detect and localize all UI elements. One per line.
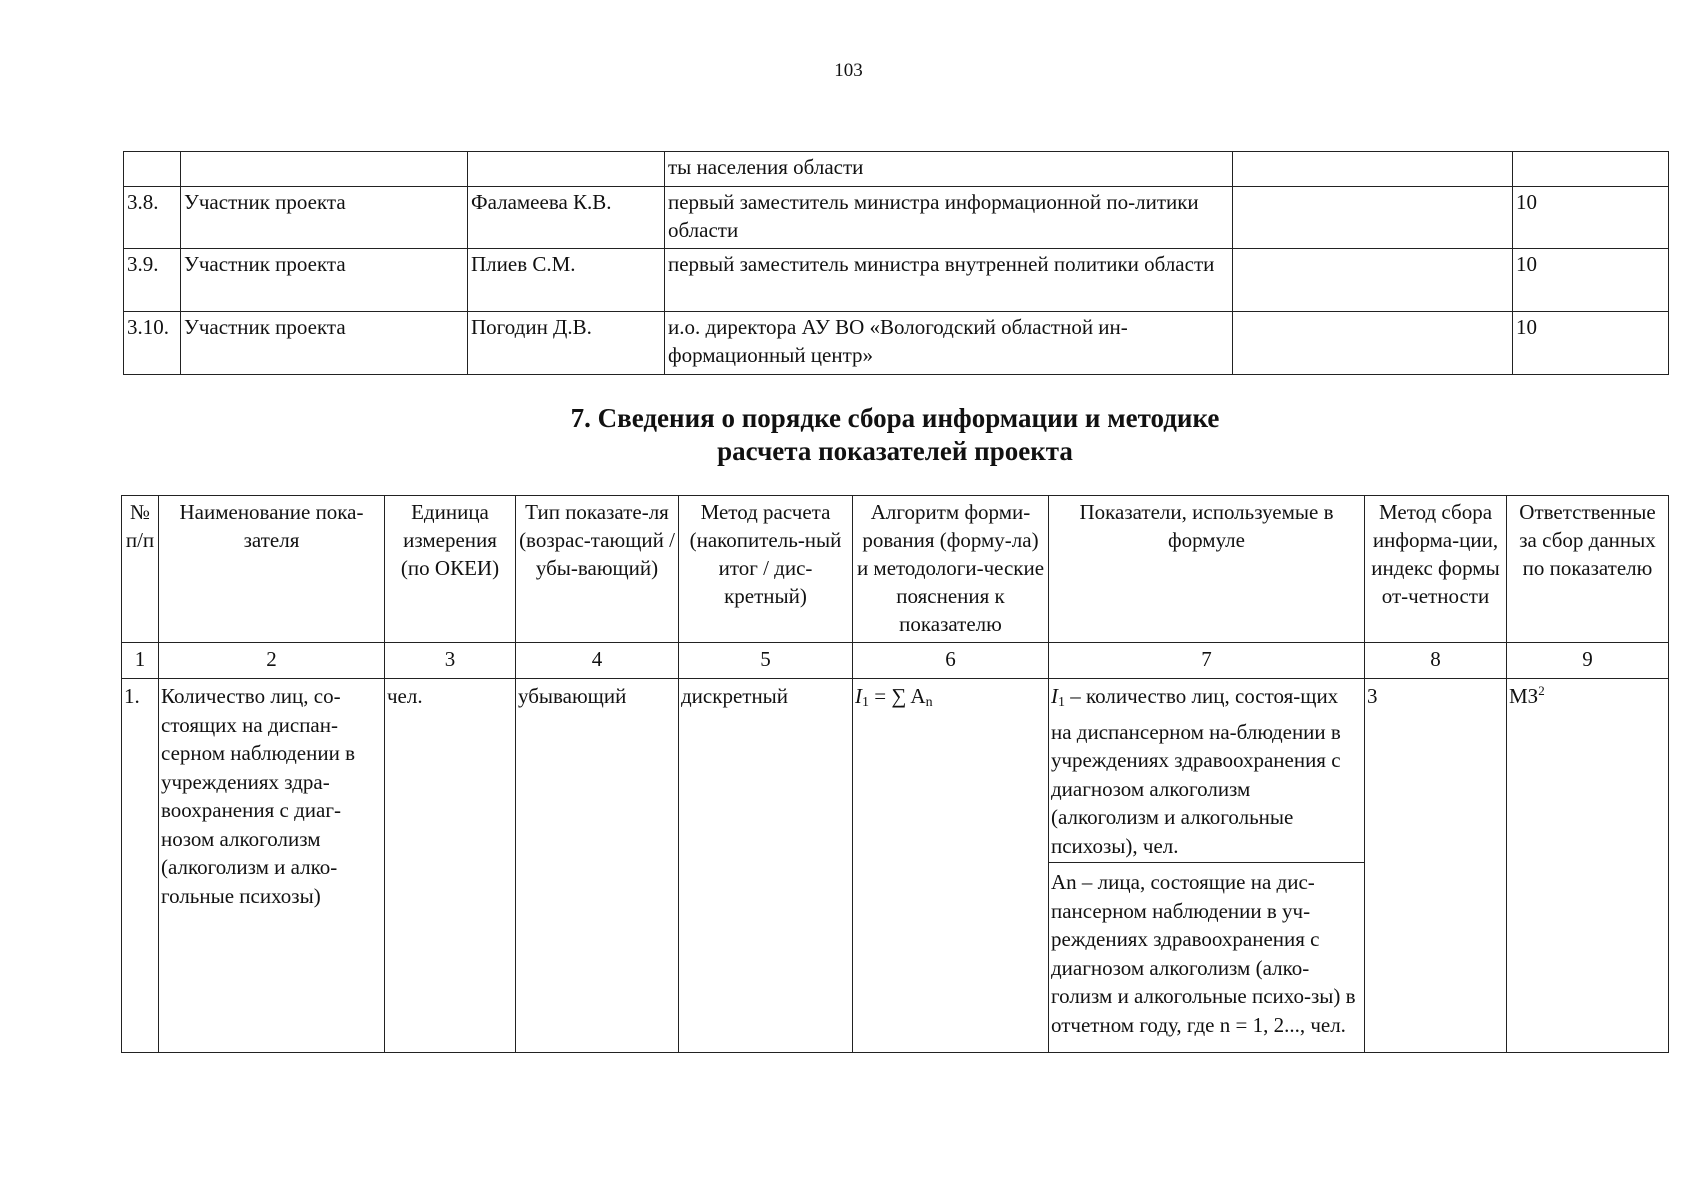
member-position: ты населения области [665, 152, 1233, 187]
members-row [124, 187, 1669, 249]
member-extra [1233, 187, 1513, 249]
header-algorithm: Алгоритм форми-рования (форму-ла) и методологи-ческие пояснения к показателю [853, 496, 1049, 643]
member-num: 3.8. [124, 187, 181, 249]
project-members-table [123, 151, 1669, 375]
section-title-line1: 7. Сведения о порядке сбора информации и методике [570, 403, 1220, 433]
section-title [0, 402, 1697, 468]
members-row [124, 249, 1669, 312]
member-role: Участник проекта [181, 187, 468, 249]
member-share: 10 [1513, 249, 1669, 312]
indicators-table [121, 495, 1669, 1053]
indicators-header-row [122, 496, 1669, 643]
indicator-unit: чел. [385, 679, 516, 1053]
column-number: 5 [679, 643, 853, 679]
header-type: Тип показате-ля (возрас-тающий / убы-вающий) [516, 496, 679, 643]
members-row-continuation [124, 152, 1669, 187]
member-name: Фаламеева К.В. [468, 187, 665, 249]
header-responsible: Ответственные за сбор данных по показателю [1507, 496, 1669, 643]
member-position: первый заместитель министра внутренней политики области [665, 249, 1233, 312]
formula-rhs-sub: n [925, 695, 933, 710]
responsible-footnote: 2 [1538, 683, 1545, 698]
member-name [468, 152, 665, 187]
members-row [124, 312, 1669, 375]
indicator-method: дискретный [679, 679, 853, 1053]
indicator-formula-vars [1049, 679, 1365, 1053]
member-share: 10 [1513, 312, 1669, 375]
column-number: 1 [122, 643, 159, 679]
member-role: Участник проекта [181, 312, 468, 375]
formula-rhs: = ∑ A [869, 684, 926, 708]
header-collection: Метод сбора информа-ции, индекс формы от-четности [1365, 496, 1507, 643]
indicator-collection: 3 [1365, 679, 1507, 1053]
formula-lhs: I [855, 684, 862, 708]
indicator-type: убывающий [516, 679, 679, 1053]
var1-text: – количество лиц, состоя-щих на диспансерном на-блюдении в учреждениях здравоохранения с диагнозом алкоголизм (алкоголизм и алкогольные психозы), чел. [1051, 684, 1341, 858]
var1-sub: 1 [1058, 695, 1065, 710]
member-role [181, 152, 468, 187]
column-number: 9 [1507, 643, 1669, 679]
column-number: 3 [385, 643, 516, 679]
responsible-text: МЗ [1509, 684, 1539, 708]
member-share: 10 [1513, 187, 1669, 249]
indicator-responsible [1507, 679, 1669, 1053]
member-position: и.о. директора АУ ВО «Вологодский областной ин-формационный центр» [665, 312, 1233, 375]
column-number: 8 [1365, 643, 1507, 679]
var1-symbol: I [1051, 684, 1058, 708]
formula-lhs-sub: 1 [862, 695, 869, 710]
indicator-name: Количество лиц, со-стоящих на диспан-серном наблюдении в учреждениях здра-воохранения с диаг-нозом алкоголизм (алкоголизм и алко-гольные психозы) [159, 679, 385, 1053]
header-num: № п/п [122, 496, 159, 643]
member-position: первый заместитель министра информационной по-литики области [665, 187, 1233, 249]
column-number-row [122, 643, 1669, 679]
indicator-num: 1. [122, 679, 159, 1053]
header-unit: Единица измерения (по ОКЕИ) [385, 496, 516, 643]
member-role: Участник проекта [181, 249, 468, 312]
member-num [124, 152, 181, 187]
column-number: 7 [1049, 643, 1365, 679]
section-title-line2: расчета показателей проекта [717, 436, 1073, 466]
header-name: Наименование пока-зателя [159, 496, 385, 643]
member-num: 3.10. [124, 312, 181, 375]
member-extra [1233, 249, 1513, 312]
member-share [1513, 152, 1669, 187]
formula-var-1 [1049, 682, 1364, 862]
header-method: Метод расчета (накопитель-ный итог / дис-кретный) [679, 496, 853, 643]
indicator-formula [853, 679, 1049, 1053]
page-number: 103 [834, 60, 863, 81]
member-num: 3.9. [124, 249, 181, 312]
member-extra [1233, 312, 1513, 375]
member-name: Плиев С.М. [468, 249, 665, 312]
member-name: Погодин Д.В. [468, 312, 665, 375]
column-number: 2 [159, 643, 385, 679]
member-extra [1233, 152, 1513, 187]
column-number: 6 [853, 643, 1049, 679]
indicator-row [122, 679, 1669, 1053]
column-number: 4 [516, 643, 679, 679]
formula-var-2: An – лица, состоящие на дис-пансерном наблюдении в уч-реждениях здравоохранения с диагнозом алкоголизм (алко-голизм и алкогольные психо-зы) в отчетном году, где n = 1, 2..., чел. [1049, 862, 1364, 1041]
header-formula-vars: Показатели, используемые в формуле [1049, 496, 1365, 643]
